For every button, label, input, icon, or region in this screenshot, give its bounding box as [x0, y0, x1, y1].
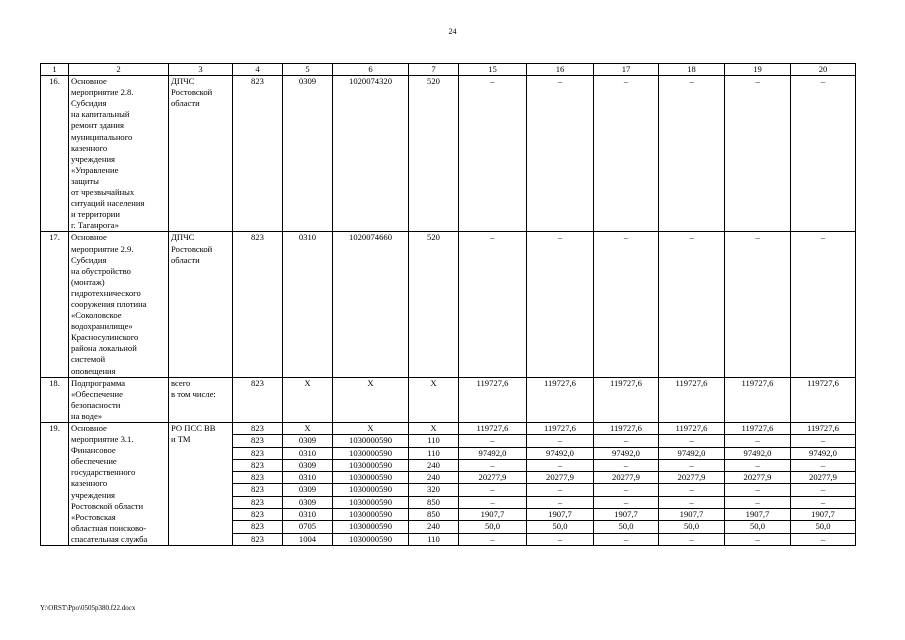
grbs-code: 823 [233, 459, 283, 471]
header-row [41, 64, 856, 76]
column-header: 15 [459, 64, 527, 76]
description-line: мероприятие 2.9. [71, 243, 134, 254]
year-amount-cell: 1907,7 [791, 509, 856, 521]
column-header: 1 [41, 64, 69, 76]
description-line: «Ростовская [71, 511, 116, 522]
year-amount-cell: – [459, 533, 527, 545]
year-amount-cell: – [459, 435, 527, 447]
year-amount-cell: – [725, 76, 791, 232]
grbs-code: 823 [233, 377, 283, 422]
year-amount-cell: 119727,6 [459, 377, 527, 422]
executor-line: в том числе: [171, 388, 216, 399]
year-amount-cell: – [594, 496, 659, 508]
executor-line: ДПЧС [171, 76, 195, 87]
year-amount-cell: – [791, 435, 856, 447]
description-line: Ростовской области [71, 500, 144, 511]
section-code: 0309 [283, 484, 333, 496]
column-header: 19 [725, 64, 791, 76]
year-amount-cell: 20277,9 [725, 472, 791, 484]
table-row [41, 76, 856, 232]
description-line: (монтаж) [71, 276, 105, 287]
year-amount-cell: 119727,6 [725, 423, 791, 435]
grbs-code: 823 [233, 521, 283, 533]
description-line: г. Таганрога» [71, 220, 119, 231]
year-amount-cell: 50,0 [527, 521, 594, 533]
year-amount-cell: – [527, 459, 594, 471]
year-amount-cell: 119727,6 [594, 377, 659, 422]
column-header: 17 [594, 64, 659, 76]
description-line: Финансовое [71, 445, 116, 456]
section-code: Х [283, 423, 333, 435]
grbs-code: 823 [233, 423, 283, 435]
section-code: 0309 [283, 435, 333, 447]
year-amount-cell: – [725, 459, 791, 471]
year-amount-cell: – [594, 76, 659, 232]
responsible-executor [169, 423, 233, 546]
year-amount-cell: 119727,6 [659, 377, 725, 422]
description-line: Подпрограмма [71, 377, 126, 388]
target-article-code: 1030000590 [333, 447, 409, 459]
year-amount-cell: 119727,6 [791, 423, 856, 435]
section-code: 0310 [283, 232, 333, 377]
description-line: казенного [71, 142, 108, 153]
target-article-code: 1030000590 [333, 459, 409, 471]
expense-type-code: 520 [409, 76, 459, 232]
year-amount-cell: – [527, 496, 594, 508]
expense-type-code: Х [409, 423, 459, 435]
grbs-code: 823 [233, 496, 283, 508]
description-line: Основное [71, 423, 107, 433]
description-line: Основное [71, 232, 107, 243]
target-article-code: Х [333, 377, 409, 422]
expense-type-code: 240 [409, 472, 459, 484]
year-amount-cell: 119727,6 [659, 423, 725, 435]
year-amount-cell: – [459, 76, 527, 232]
row-number: 16. [41, 76, 69, 232]
year-amount-cell: 119727,6 [459, 423, 527, 435]
column-header: 20 [791, 64, 856, 76]
year-amount-cell: 1907,7 [527, 509, 594, 521]
year-amount-cell: – [459, 232, 527, 377]
executor-line: ДПЧС [171, 232, 195, 243]
file-path-footer: Y:\ORST\Ppo\0505p380.f22.docx [40, 604, 136, 612]
year-amount-cell: 50,0 [659, 521, 725, 533]
executor-line: всего [171, 377, 191, 388]
executor-line: РО ПСС ВВ [171, 423, 216, 433]
measure-description [69, 423, 169, 546]
year-amount-cell: 119727,6 [791, 377, 856, 422]
expense-type-code: 320 [409, 484, 459, 496]
column-header: 18 [659, 64, 725, 76]
description-line: «Соколовское [71, 310, 122, 321]
description-line: спасательная служба [71, 533, 148, 544]
table-row [41, 423, 856, 435]
target-article-code: 1030000590 [333, 496, 409, 508]
description-line: мероприятие 2.8. [71, 87, 134, 98]
year-amount-cell: – [791, 232, 856, 377]
grbs-code: 823 [233, 232, 283, 377]
expense-type-code: 110 [409, 533, 459, 545]
year-amount-cell: 119727,6 [527, 377, 594, 422]
year-amount-cell: 1907,7 [725, 509, 791, 521]
year-amount-cell: 119727,6 [594, 423, 659, 435]
description-line: оповещения [71, 365, 116, 376]
year-amount-cell: – [791, 459, 856, 471]
year-amount-cell: 50,0 [459, 521, 527, 533]
column-header: 16 [527, 64, 594, 76]
grbs-code: 823 [233, 533, 283, 545]
year-amount-cell: – [725, 232, 791, 377]
table-body [41, 76, 856, 546]
year-amount-cell: 20277,9 [594, 472, 659, 484]
column-header: 3 [169, 64, 233, 76]
year-amount-cell: – [459, 459, 527, 471]
year-amount-cell: – [725, 484, 791, 496]
year-amount-cell: 20277,9 [527, 472, 594, 484]
table-row [41, 232, 856, 377]
grbs-code: 823 [233, 509, 283, 521]
expense-type-code: 110 [409, 447, 459, 459]
description-line: на капитальный [71, 109, 130, 120]
executor-line: области [171, 98, 200, 109]
target-article-code: 1030000590 [333, 509, 409, 521]
year-amount-cell: 119727,6 [527, 423, 594, 435]
year-amount-cell: 20277,9 [459, 472, 527, 484]
description-line: мероприятие 3.1. [71, 434, 134, 445]
grbs-code: 823 [233, 484, 283, 496]
year-amount-cell: 119727,6 [725, 377, 791, 422]
year-amount-cell: 20277,9 [659, 472, 725, 484]
year-amount-cell: – [594, 435, 659, 447]
description-line: казенного [71, 478, 108, 489]
description-line: гидротехнического [71, 287, 141, 298]
description-line: областная поисково- [71, 522, 147, 533]
executor-line: и ТМ [171, 434, 191, 445]
responsible-executor [169, 76, 233, 232]
target-article-code: 1020074660 [333, 232, 409, 377]
expense-type-code: 240 [409, 459, 459, 471]
description-line: водохранилище» [71, 321, 133, 332]
year-amount-cell: – [594, 232, 659, 377]
year-amount-cell: – [791, 533, 856, 545]
year-amount-cell: – [659, 435, 725, 447]
description-line: учреждения [71, 489, 116, 500]
description-line: обеспечение [71, 456, 117, 467]
year-amount-cell: – [527, 533, 594, 545]
year-amount-cell: – [459, 496, 527, 508]
section-code: 0310 [283, 509, 333, 521]
section-code: 0309 [283, 76, 333, 232]
year-amount-cell: – [791, 496, 856, 508]
column-header: 2 [69, 64, 169, 76]
column-header: 7 [409, 64, 459, 76]
year-amount-cell: – [594, 533, 659, 545]
year-amount-cell: 97492,0 [594, 447, 659, 459]
expense-type-code: 240 [409, 521, 459, 533]
section-code: 0309 [283, 459, 333, 471]
description-line: учреждения [71, 153, 116, 164]
description-line: муниципального [71, 131, 133, 142]
column-header: 5 [283, 64, 333, 76]
description-line: «Управление [71, 164, 119, 175]
grbs-code: 823 [233, 472, 283, 484]
year-amount-cell: 1907,7 [459, 509, 527, 521]
target-article-code: 1020074320 [333, 76, 409, 232]
target-article-code: 1030000590 [333, 533, 409, 545]
expense-type-code: 850 [409, 509, 459, 521]
year-amount-cell: – [791, 76, 856, 232]
year-amount-cell: 50,0 [594, 521, 659, 533]
executor-line: Ростовской [171, 243, 213, 254]
year-amount-cell: – [527, 484, 594, 496]
description-line: сооружения плотина [71, 298, 147, 309]
year-amount-cell: – [725, 435, 791, 447]
section-code: 0310 [283, 447, 333, 459]
year-amount-cell: 20277,9 [791, 472, 856, 484]
section-code: 0705 [283, 521, 333, 533]
year-amount-cell: 97492,0 [527, 447, 594, 459]
expense-type-code: Х [409, 377, 459, 422]
description-line: государственного [71, 467, 136, 478]
year-amount-cell: 97492,0 [791, 447, 856, 459]
target-article-code: 1030000590 [333, 472, 409, 484]
measure-description [69, 232, 169, 377]
description-line: Основное [71, 76, 107, 87]
expense-type-code: 520 [409, 232, 459, 377]
row-number: 18. [41, 377, 69, 422]
executor-line: Ростовской [171, 87, 213, 98]
year-amount-cell: – [594, 459, 659, 471]
year-amount-cell: – [725, 496, 791, 508]
section-code: 0309 [283, 496, 333, 508]
year-amount-cell: – [659, 496, 725, 508]
measure-description [69, 76, 169, 232]
year-amount-cell: – [725, 533, 791, 545]
year-amount-cell: – [527, 435, 594, 447]
year-amount-cell: – [459, 484, 527, 496]
year-amount-cell: – [527, 76, 594, 232]
table-row [41, 377, 856, 422]
description-line: на обустройство [71, 265, 131, 276]
year-amount-cell: – [791, 484, 856, 496]
page-number: 24 [448, 27, 457, 36]
year-amount-cell: – [659, 484, 725, 496]
responsible-executor [169, 232, 233, 377]
description-line: «Обеспечение [71, 388, 123, 399]
description-line: и территории [71, 209, 120, 220]
section-code: Х [283, 377, 333, 422]
target-article-code: Х [333, 423, 409, 435]
grbs-code: 823 [233, 76, 283, 232]
target-article-code: 1030000590 [333, 435, 409, 447]
measure-description [69, 377, 169, 422]
description-line: Красносулинского [71, 332, 139, 343]
expense-type-code: 850 [409, 496, 459, 508]
section-code: 0310 [283, 472, 333, 484]
year-amount-cell: – [594, 484, 659, 496]
description-line: защиты [71, 175, 99, 186]
year-amount-cell: – [659, 459, 725, 471]
year-amount-cell: 50,0 [725, 521, 791, 533]
budget-table [40, 63, 856, 546]
year-amount-cell: 50,0 [791, 521, 856, 533]
description-line: ремонт здания [71, 120, 124, 131]
grbs-code: 823 [233, 447, 283, 459]
section-code: 1004 [283, 533, 333, 545]
description-line: системой [71, 354, 106, 365]
grbs-code: 823 [233, 435, 283, 447]
year-amount-cell: – [659, 533, 725, 545]
year-amount-cell: – [659, 232, 725, 377]
year-amount-cell: 97492,0 [725, 447, 791, 459]
description-line: Субсидия [71, 254, 107, 265]
description-line: района локальной [71, 343, 137, 354]
year-amount-cell: 1907,7 [594, 509, 659, 521]
year-amount-cell: – [659, 76, 725, 232]
target-article-code: 1030000590 [333, 521, 409, 533]
description-line: Субсидия [71, 98, 107, 109]
description-line: безопасности [71, 399, 121, 410]
column-header: 6 [333, 64, 409, 76]
description-line: на воде» [71, 410, 103, 421]
year-amount-cell: – [527, 232, 594, 377]
description-line: ситуаций населения [71, 198, 145, 209]
description-line: от чрезвычайных [71, 187, 135, 198]
expense-type-code: 110 [409, 435, 459, 447]
year-amount-cell: 1907,7 [659, 509, 725, 521]
year-amount-cell: 97492,0 [659, 447, 725, 459]
year-amount-cell: 97492,0 [459, 447, 527, 459]
executor-line: области [171, 254, 200, 265]
target-article-code: 1030000590 [333, 484, 409, 496]
row-number: 17. [41, 232, 69, 377]
column-header: 4 [233, 64, 283, 76]
responsible-executor [169, 377, 233, 422]
row-number: 19. [41, 423, 69, 546]
